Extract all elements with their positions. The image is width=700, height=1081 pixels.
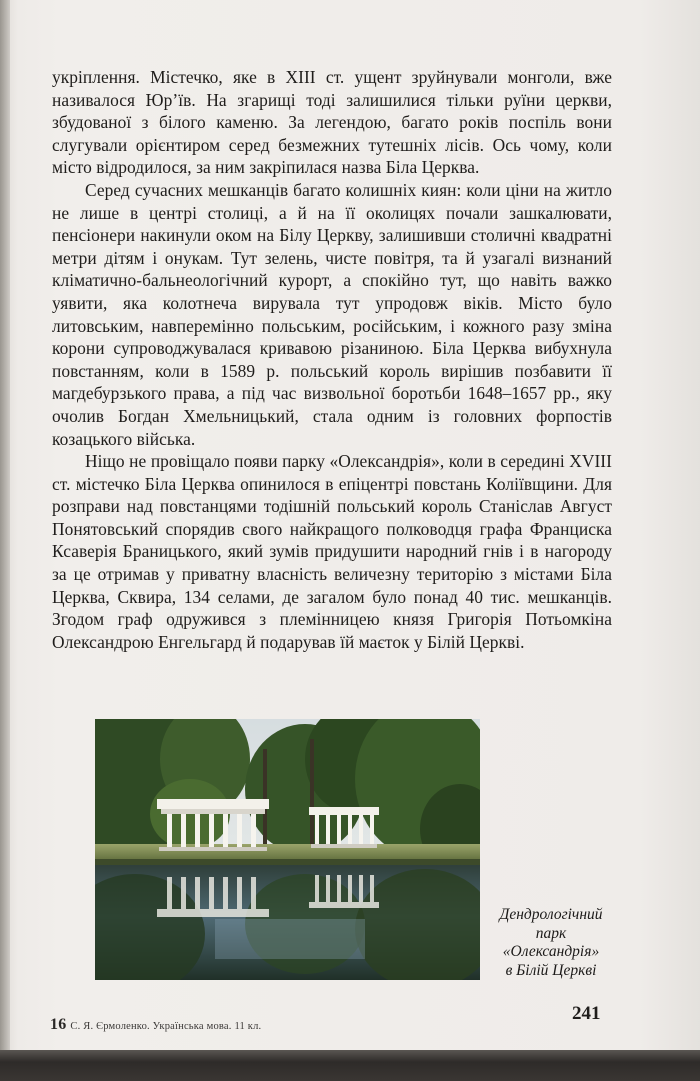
credit-text: С. Я. Єрмоленко. Українська мова. 11 кл. — [70, 1021, 262, 1032]
caption-line: Дендрологічний — [499, 906, 603, 923]
caption-line: парк — [535, 924, 567, 942]
page-number: 241 — [572, 1003, 601, 1024]
caption-line: «Олександрія» — [502, 943, 600, 961]
body-text — [52, 66, 612, 653]
paragraph-2: Серед сучасних мешканців багато колишніх киян: коли ціни на житло не лише в центрі столиці, а й на її околицях почали зашкалювати, пенсіонери накинули оком на Білу Церкву, залишивши столичні квадратні метри дітям і онукам. Тут зелень, чисте повітря, та й узагалі визнаний кліматично-бальнеологічний курорт, а спокійно тут, що навіть важко уявити, яка колотнеча вирувала тут упродовж віків. Місто було литовським, навперемінно польським, російським, і кожного разу зміна корони супроводжувалася кривавою різаниною. Біла Церква вибухнула повстанням, коли в 1589 р. польський король вирішив позбавити її магдебурзького права, а під час визвольної боротьби 1648–1657 рр., яку очолив Богдан Хмельницький, стала одним із головних форпостів козацького війська. — [52, 179, 612, 449]
paragraph-1: укріплення. Містечко, яке в XIII ст. ущент зруйнували монголи, вже називалося Юр’їв. На згарищі тоді залишилися тільки руїни церкви, збудованої з білого каменю. За легендою, багато років поспіль вони слугували орієнтиром серед безмежних тутешніх лісів. Ось чому, коли місто відродилося, за ним закріпилася назва Біла Церква. — [52, 67, 612, 178]
caption-line: в Білій Церкві — [505, 961, 597, 979]
page-gutter-shadow — [0, 0, 10, 1081]
footer-credit — [50, 1016, 261, 1034]
photo-caption — [487, 906, 615, 980]
scan-bottom-edge — [0, 1050, 700, 1081]
park-photo — [95, 719, 480, 980]
signature-mark: 16 — [50, 1016, 67, 1033]
paragraph-3: Ніщо не провіщало появи парку «Олександрія», коли в середині XVIII ст. містечко Біла Церква опинилося в епіцентрі повстань Коліївщини. Для розправи над повстанцями тодішній польський король Станіслав Август Понятовський спорядив свого найкращого полководця графа Франциска Ксаверія Браницького, який зумів придушити народний гнів і в нагороду за це отримав у приватну власність величезну територію з містами Біла Церква, Сквира, 134 селами, де загалом було понад 40 тис. мешканців. Згодом граф одружився з племінницею князя Григорія Потьомкіна Олександрою Енгельгард й подарував їй маєток у Білій Церкві. — [52, 451, 612, 652]
